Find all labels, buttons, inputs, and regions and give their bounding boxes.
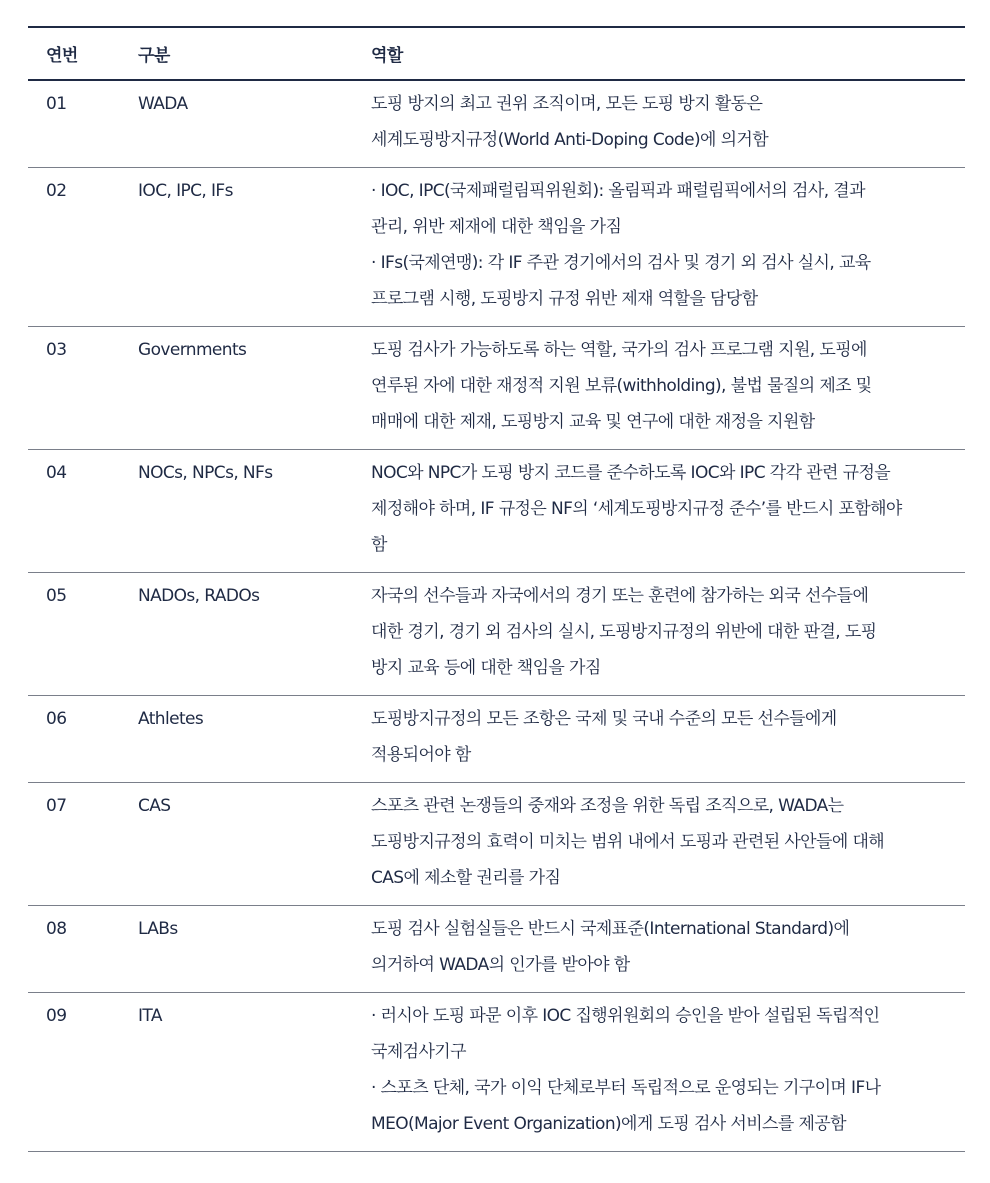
row-category: ITA (138, 1006, 162, 1026)
role-line: 적용되어야 함 (371, 745, 471, 765)
role-line: · 러시아 도핑 파문 이후 IOC 집행위원회의 승인을 받아 설립된 독립적인 (371, 1006, 880, 1026)
row-number: 05 (46, 586, 67, 606)
row-category: IOC, IPC, IFs (138, 181, 233, 201)
row-number: 03 (46, 340, 67, 360)
role-line: MEO(Major Event Organization)에게 도핑 검사 서비스를 제공함 (371, 1114, 846, 1134)
row-number: 01 (46, 94, 67, 114)
row-number: 08 (46, 919, 67, 939)
table-row (28, 450, 965, 573)
row-category: NADOs, RADOs (138, 586, 260, 606)
row-role (371, 450, 965, 573)
role-line: 국제검사기구 (371, 1042, 466, 1062)
table-row (28, 573, 965, 696)
row-category: CAS (138, 796, 171, 816)
row-category: NOCs, NPCs, NFs (138, 463, 273, 483)
role-line: 도핑 방지의 최고 권위 조직이며, 모든 도핑 방지 활동은 (371, 94, 763, 114)
role-line: 함 (371, 535, 387, 555)
role-line: · 스포츠 단체, 국가 이익 단체로부터 독립적으로 운영되는 기구이며 IF나 (371, 1078, 881, 1098)
row-role (371, 696, 965, 783)
row-number: 06 (46, 709, 67, 729)
table-row (28, 993, 965, 1152)
role-line: 도핑방지규정의 효력이 미치는 범위 내에서 도핑과 관련된 사안들에 대해 (371, 832, 885, 852)
role-line: 세계도핑방지규정(World Anti-Doping Code)에 의거함 (371, 130, 769, 150)
role-line: NOC와 NPC가 도핑 방지 코드를 준수하도록 IOC와 IPC 각각 관련 규정을 (371, 463, 891, 483)
table-header-row (28, 27, 965, 80)
table-row (28, 696, 965, 783)
role-line: 도핑방지규정의 모든 조항은 국제 및 국내 수준의 모든 선수들에게 (371, 709, 837, 729)
role-line: 자국의 선수들과 자국에서의 경기 또는 훈련에 참가하는 외국 선수들에 (371, 586, 869, 606)
row-role (371, 906, 965, 993)
table-row (28, 783, 965, 906)
role-line: 의거하여 WADA의 인가를 받아야 함 (371, 955, 630, 975)
table-row (28, 906, 965, 993)
table-row (28, 80, 965, 168)
row-role (371, 327, 965, 450)
role-line: 매매에 대한 제재, 도핑방지 교육 및 연구에 대한 재정을 지원함 (371, 412, 815, 432)
role-line: 도핑 검사 실험실들은 반드시 국제표준(International Standard)에 (371, 919, 850, 939)
row-role (371, 993, 965, 1152)
role-line: CAS에 제소할 권리를 가짐 (371, 868, 561, 888)
row-role (371, 783, 965, 906)
row-number: 02 (46, 181, 67, 201)
role-line: 프로그램 시행, 도핑방지 규정 위반 제재 역할을 담당함 (371, 289, 758, 309)
header-category: 구분 (138, 46, 170, 66)
header-role: 역할 (371, 46, 403, 66)
role-line: 대한 경기, 경기 외 검사의 실시, 도핑방지규정의 위반에 대한 판결, 도핑 (371, 622, 877, 642)
row-number: 07 (46, 796, 67, 816)
role-line: · IFs(국제연맹): 각 IF 주관 경기에서의 검사 및 경기 외 검사 실시, 교육 (371, 253, 871, 273)
row-role (371, 80, 965, 168)
row-number: 04 (46, 463, 67, 483)
row-category: WADA (138, 94, 188, 114)
header-no: 연번 (46, 46, 78, 66)
doping-roles-table (28, 26, 965, 1152)
role-line: 방지 교육 등에 대한 책임을 가짐 (371, 658, 601, 678)
role-line: 관리, 위반 제재에 대한 책임을 가짐 (371, 217, 622, 237)
role-line: 스포츠 관련 논쟁들의 중재와 조정을 위한 독립 조직으로, WADA는 (371, 796, 844, 816)
row-role (371, 168, 965, 327)
table-row (28, 168, 965, 327)
row-number: 09 (46, 1006, 67, 1026)
table-row (28, 327, 965, 450)
row-role (371, 573, 965, 696)
row-category: Governments (138, 340, 247, 360)
role-line: 제정해야 하며, IF 규정은 NF의 ‘세계도핑방지규정 준수’를 반드시 포함해야 (371, 499, 902, 519)
row-category: Athletes (138, 709, 204, 729)
role-line: 연루된 자에 대한 재정적 지원 보류(withholding), 불법 물질의 제조 및 (371, 376, 872, 396)
row-category: LABs (138, 919, 178, 939)
role-line: 도핑 검사가 가능하도록 하는 역할, 국가의 검사 프로그램 지원, 도핑에 (371, 340, 867, 360)
role-line: · IOC, IPC(국제패럴림픽위원회): 올림픽과 패럴림픽에서의 검사, 결과 (371, 181, 865, 201)
